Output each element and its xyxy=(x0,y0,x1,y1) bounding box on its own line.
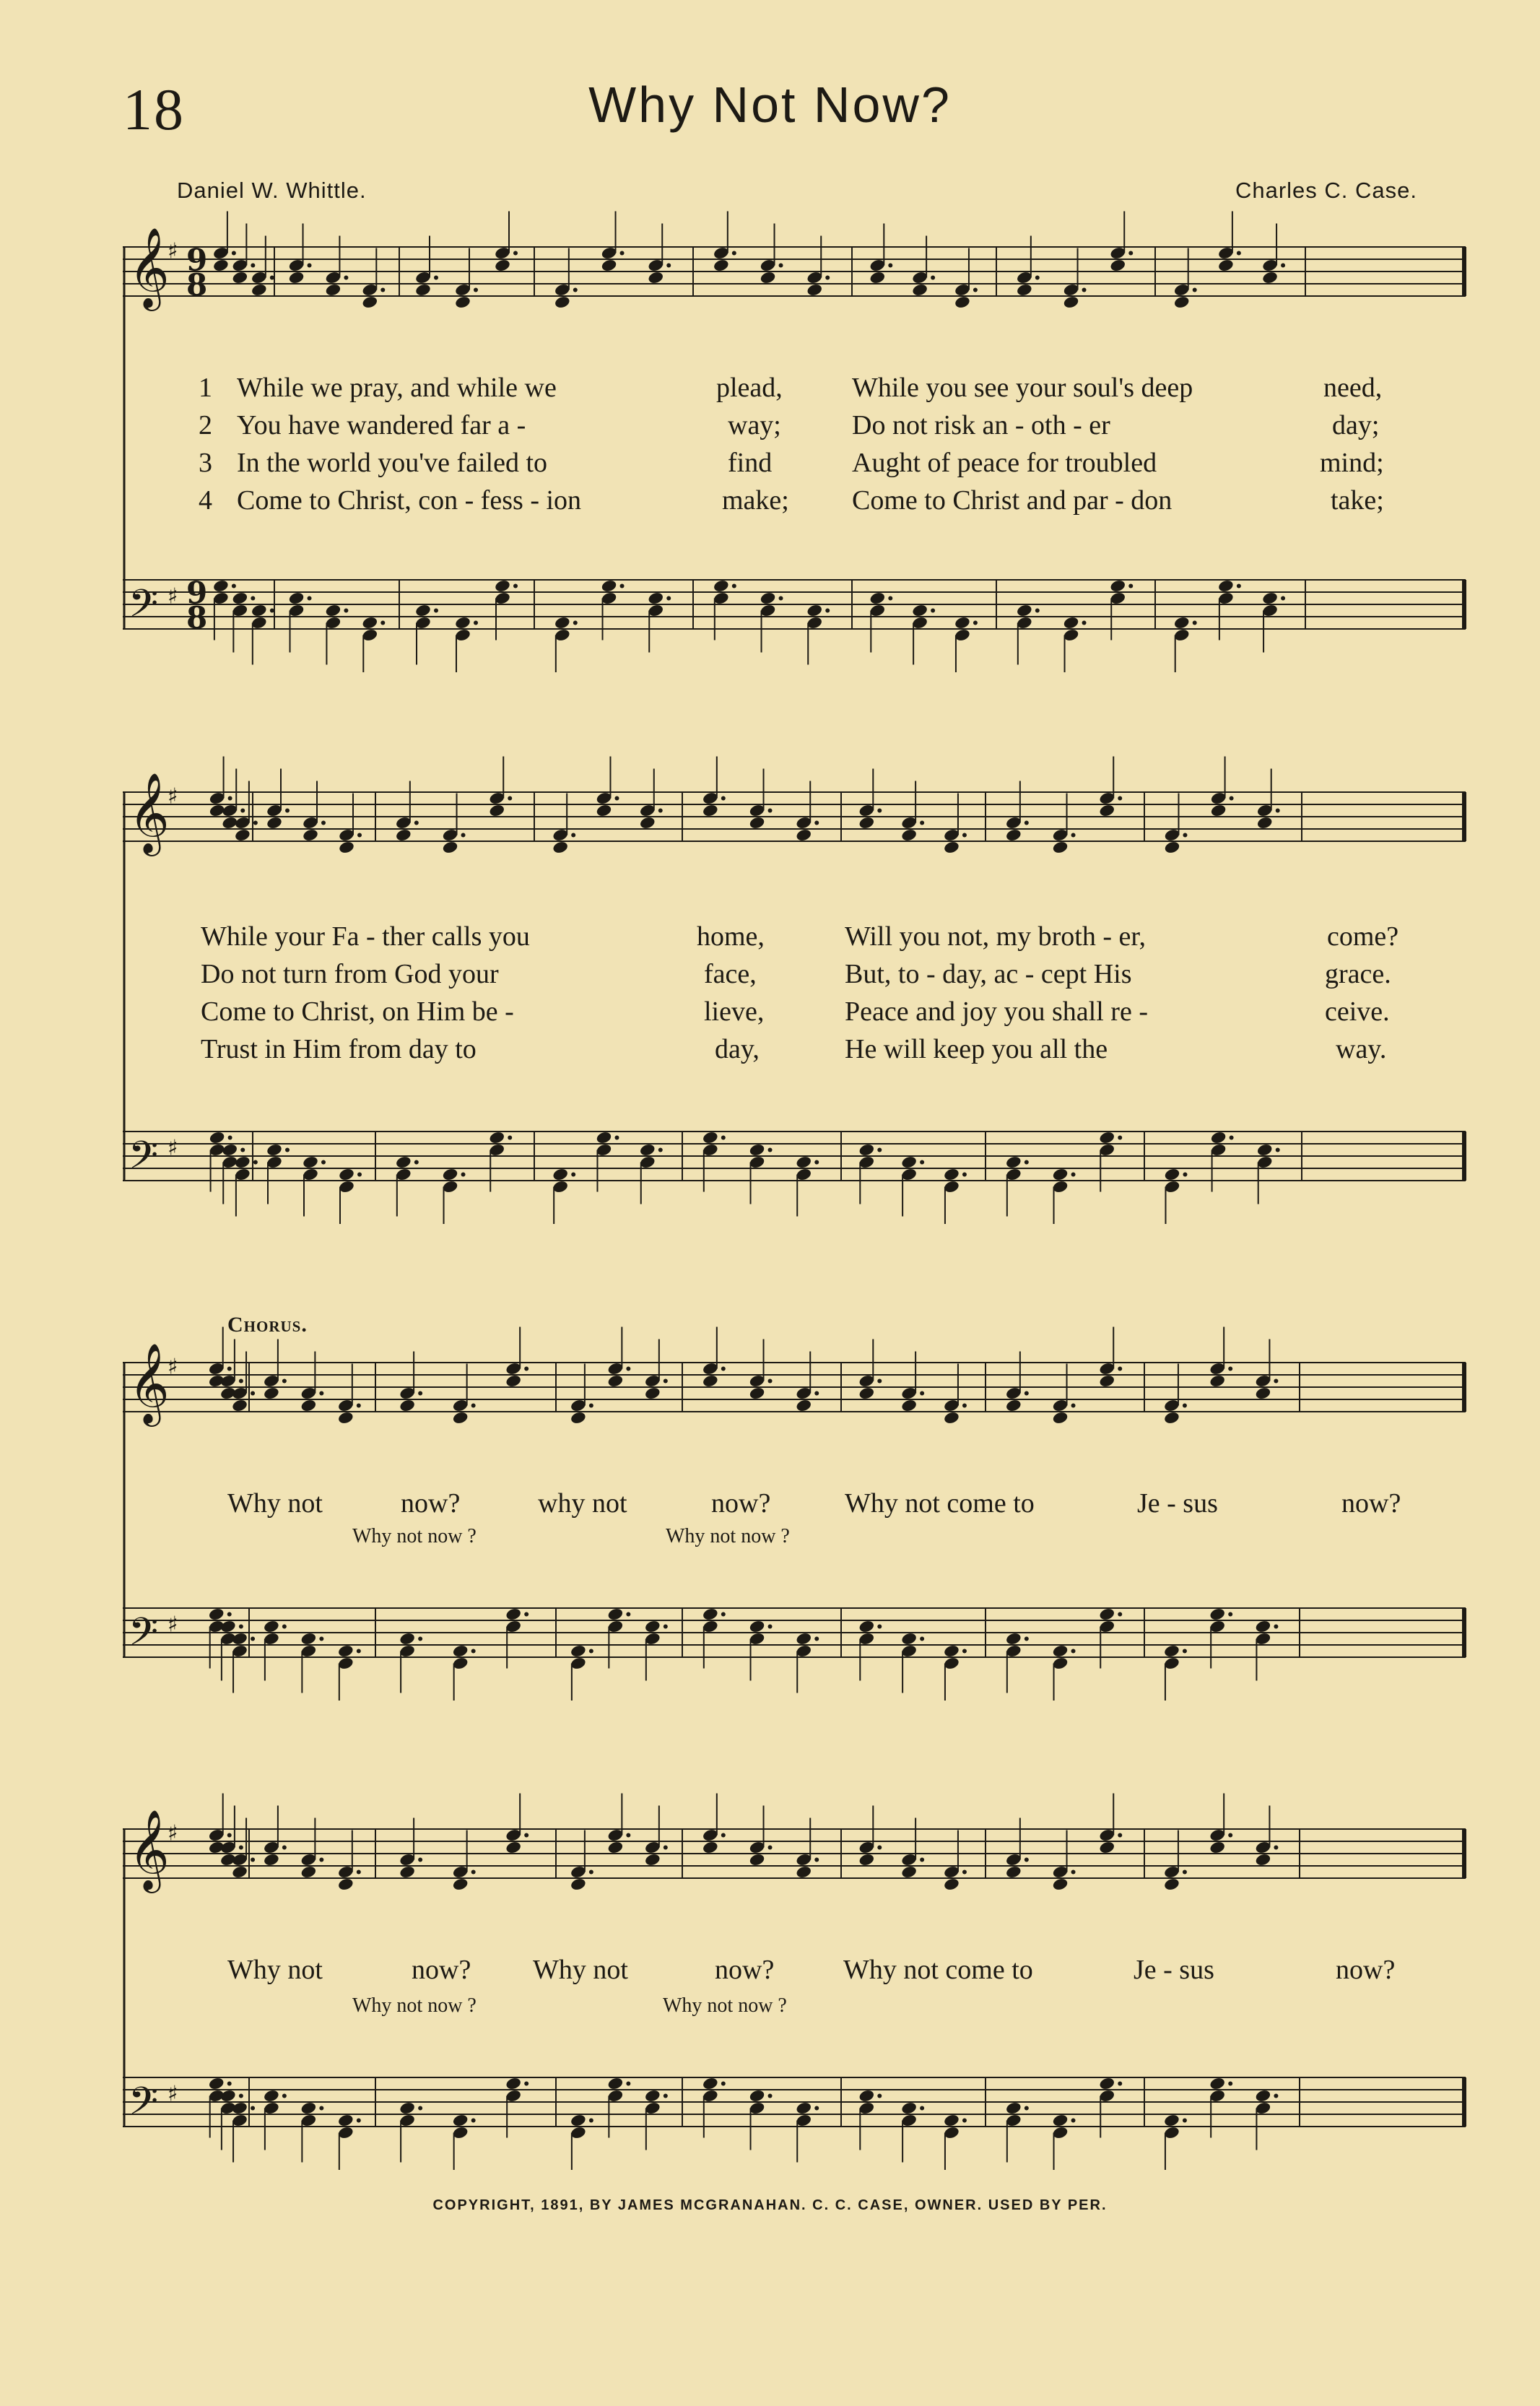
svg-text:♯: ♯ xyxy=(168,1354,178,1380)
verse-row xyxy=(0,996,1540,1032)
chorus-lyrics-line1 xyxy=(0,1488,1540,1524)
lyric-segment: now? xyxy=(1341,1488,1401,1519)
hymn-title: Why Not Now? xyxy=(588,77,952,133)
chorus-label: Chorus. xyxy=(227,1313,308,1337)
lyric-segment: need, xyxy=(1323,373,1383,403)
lyric-segment: lieve, xyxy=(704,996,765,1027)
lyric-segment: day, xyxy=(715,1034,760,1064)
lyric-segment: While we pray, and while we xyxy=(237,373,557,403)
lyric-segment: face, xyxy=(704,959,757,989)
lyric-segment: Why not come to xyxy=(845,1488,1035,1519)
verse-row xyxy=(0,447,1540,483)
lyric-segment: now? xyxy=(1336,1955,1396,1985)
lyric-segment: Trust in Him from day to xyxy=(201,1034,477,1064)
lyric-segment: why not xyxy=(538,1488,627,1519)
verse-row xyxy=(0,921,1540,957)
chorus-bass-words-line2 xyxy=(0,1994,1540,2031)
lyric-segment: Why not now ? xyxy=(352,1994,477,2017)
lyric-segment: Why not now ? xyxy=(663,1994,787,2017)
chorus-lyrics-line2 xyxy=(0,1954,1540,1990)
lyric-segment: grace. xyxy=(1325,959,1391,989)
lyric-segment: Peace and joy you shall re - xyxy=(845,996,1148,1027)
copyright-notice: COPYRIGHT, 1891, BY JAMES MCGRANAHAN. C. C. CASE, OWNER. USED BY PER. xyxy=(432,2197,1108,2213)
svg-text:♯: ♯ xyxy=(168,1820,178,1846)
lyric-segment: ceive. xyxy=(1325,996,1390,1027)
svg-text:♯: ♯ xyxy=(168,238,178,264)
svg-text:𝄞: 𝄞 xyxy=(129,1809,170,1890)
lyric-segment: While your Fa - ther calls you xyxy=(201,921,530,952)
lyric-segment: mind; xyxy=(1320,448,1384,478)
svg-text:9: 9 xyxy=(186,575,208,611)
verse-row xyxy=(0,1033,1540,1069)
verse-number: 2 xyxy=(199,410,212,440)
lyric-segment: Come to Christ, on Him be - xyxy=(201,996,514,1027)
svg-text:♯: ♯ xyxy=(168,2081,178,2107)
lyric-segment: home, xyxy=(697,921,765,952)
svg-text:♯: ♯ xyxy=(168,1135,178,1161)
lyric-segment: make; xyxy=(722,485,789,516)
svg-text:♯: ♯ xyxy=(168,783,178,809)
svg-text:𝄢: 𝄢 xyxy=(129,582,159,636)
svg-text:♯: ♯ xyxy=(168,1612,178,1638)
lyric-segment: find xyxy=(728,448,773,478)
svg-text:𝄢: 𝄢 xyxy=(129,1134,159,1188)
lyric-segment: Je - sus xyxy=(1134,1955,1214,1985)
svg-text:8: 8 xyxy=(186,267,208,303)
lyric-segment: Je - sus xyxy=(1137,1488,1218,1519)
lyric-segment: way. xyxy=(1336,1034,1387,1064)
svg-text:𝄞: 𝄞 xyxy=(129,227,170,308)
lyric-segment: He will keep you all the xyxy=(845,1034,1108,1064)
verse-row xyxy=(0,958,1540,994)
lyric-segment: take; xyxy=(1331,485,1384,516)
lyric-segment: Aught of peace for troubled xyxy=(852,448,1157,478)
author-credit: Daniel W. Whittle. xyxy=(177,178,367,203)
lyric-segment: Will you not, my broth - er, xyxy=(845,921,1146,952)
svg-text:𝄞: 𝄞 xyxy=(129,1342,170,1424)
lyric-segment: now? xyxy=(412,1955,471,1985)
svg-text:9: 9 xyxy=(186,242,208,278)
composer-credit: Charles C. Case. xyxy=(1235,178,1417,203)
lyric-segment: Why not xyxy=(227,1955,323,1985)
svg-text:♯: ♯ xyxy=(168,583,178,609)
svg-text:8: 8 xyxy=(186,600,208,636)
lyric-segment: Why not xyxy=(227,1488,323,1519)
chorus-bass-words-line1 xyxy=(0,1525,1540,1561)
page-number: 18 xyxy=(123,77,185,142)
verse-number: 4 xyxy=(199,485,212,516)
lyric-segment: Do not turn from God your xyxy=(201,959,499,989)
verse-row xyxy=(0,372,1540,408)
lyric-segment: Why not now ? xyxy=(352,1525,477,1547)
verse-row xyxy=(0,485,1540,521)
lyric-segment: Why not now ? xyxy=(666,1525,790,1547)
verse-number: 3 xyxy=(199,448,212,478)
svg-text:𝄢: 𝄢 xyxy=(129,2080,159,2134)
lyric-segment: day; xyxy=(1332,410,1380,440)
lyric-segment: plead, xyxy=(716,373,783,403)
lyric-segment: now? xyxy=(715,1955,775,1985)
svg-text:𝄢: 𝄢 xyxy=(129,1610,159,1664)
lyric-segment: now? xyxy=(401,1488,461,1519)
lyric-segment: way; xyxy=(728,410,781,440)
lyric-segment: now? xyxy=(711,1488,771,1519)
lyric-segment: Come to Christ, con - fess - ion xyxy=(237,485,582,516)
lyric-segment: Do not risk an - oth - er xyxy=(852,410,1110,440)
lyric-segment: But, to - day, ac - cept His xyxy=(845,959,1132,989)
verse-number: 1 xyxy=(199,373,212,403)
lyric-segment: Why not xyxy=(533,1955,628,1985)
lyric-segment: Come to Christ and par - don xyxy=(852,485,1173,516)
lyric-segment: While you see your soul's deep xyxy=(852,373,1193,403)
svg-text:𝄞: 𝄞 xyxy=(129,772,170,854)
lyric-segment: come? xyxy=(1327,921,1399,952)
lyric-segment: In the world you've failed to xyxy=(237,448,548,478)
verse-row xyxy=(0,409,1540,446)
lyric-segment: Why not come to xyxy=(843,1955,1033,1985)
lyric-segment: You have wandered far a - xyxy=(237,410,526,440)
